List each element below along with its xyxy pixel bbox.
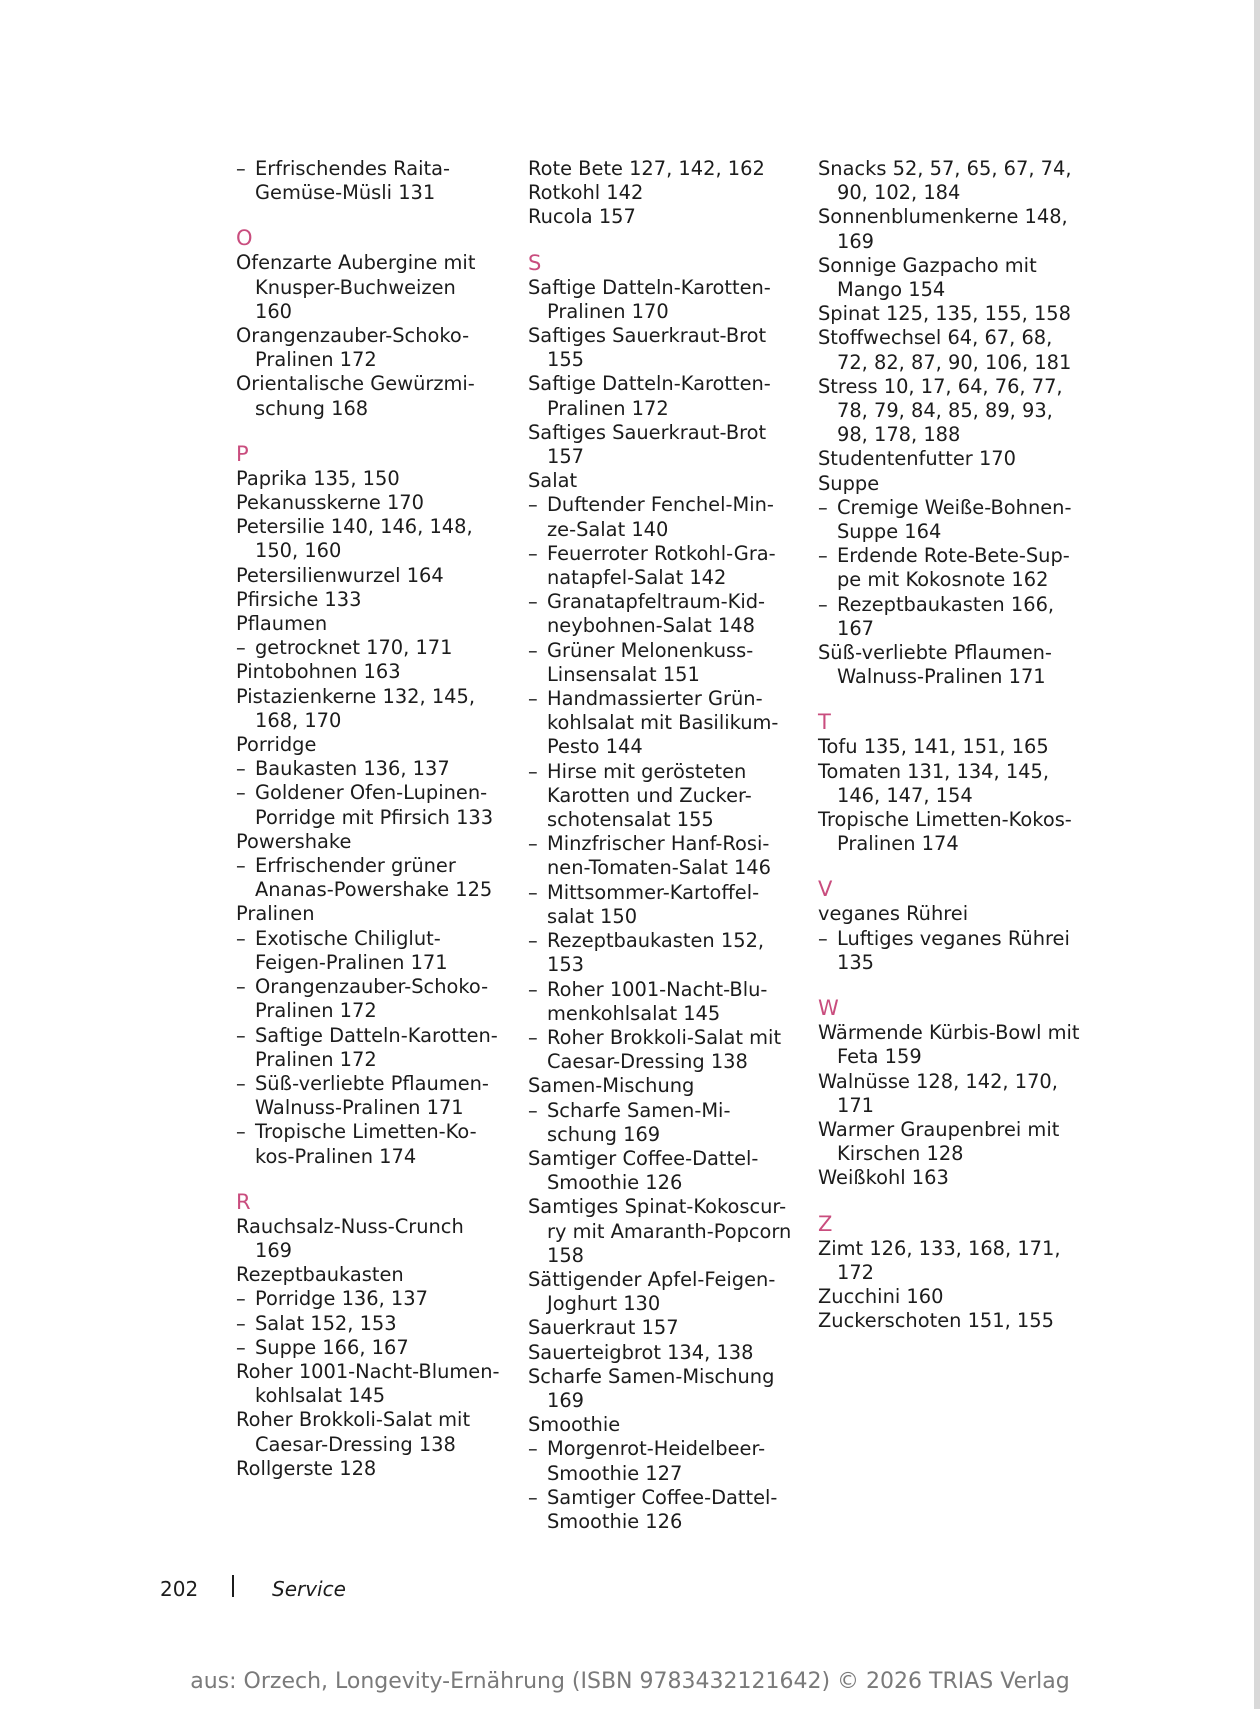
index-subentry	[236, 975, 516, 1023]
entry-line: – Cremige Weiße-Bohnen-	[837, 495, 1072, 519]
entry-line: Kirschen 128	[837, 1142, 964, 1166]
entry-line: Caesar-Dressing 138	[255, 1432, 456, 1456]
index-entry	[236, 902, 516, 926]
entry-line: Porridge mit Pfirsich 133	[255, 805, 494, 829]
entry-line: ze-Salat 140	[547, 517, 669, 541]
entry-line: – Granatapfeltraum-Kid-	[547, 590, 766, 614]
entry-line: Walnüsse 128, 142, 170,	[818, 1069, 1058, 1093]
entry-line: Roher Brokkoli-Salat mit	[236, 1408, 471, 1432]
entry-line: 169	[255, 1238, 293, 1262]
entry-line: Pralinen 174	[837, 832, 959, 856]
entry-line: Samtiges Spinat-Kokoscur-	[528, 1195, 787, 1219]
entry-line: nen-Tomaten-Salat 146	[547, 856, 771, 880]
entry-line: Stress 10, 17, 64, 76, 77,	[818, 374, 1063, 398]
entry-line: Joghurt 130	[547, 1292, 661, 1316]
entry-line: Pralinen	[236, 902, 315, 926]
index-subentry	[528, 978, 808, 1026]
entry-line: – Erdende Rote-Bete-Sup-	[837, 544, 1070, 568]
entry-line: Pekanusskerne 170	[236, 491, 424, 515]
index-entry	[236, 1360, 516, 1408]
entry-line: – Roher Brokkoli-Salat mit	[547, 1025, 782, 1049]
index-subentry	[236, 927, 516, 975]
index-entry	[818, 254, 1098, 302]
entry-line: Pintobohnen 163	[236, 660, 401, 684]
entry-line: Stoffwechsel 64, 67, 68,	[818, 326, 1053, 350]
index-entry	[236, 564, 516, 588]
index-entry	[818, 205, 1098, 253]
entry-line: Pralinen 172	[255, 999, 377, 1023]
index-subentry	[528, 639, 808, 687]
entry-line: – Morgenrot-Heidelbeer-	[547, 1437, 766, 1461]
entry-line: Powershake	[236, 829, 352, 853]
entry-line: – getrocknet 170, 171	[255, 636, 453, 660]
index-subentry	[818, 593, 1098, 641]
index-subentry	[528, 493, 808, 541]
footer-separator	[232, 1575, 234, 1597]
entry-line: Sauerteigbrot 134, 138	[528, 1340, 754, 1364]
index-entry	[818, 808, 1098, 856]
entry-line: – Mittsommer-Kartoffel-	[547, 880, 760, 904]
index-entry	[818, 1118, 1098, 1166]
entry-line: Samen-Mischung	[528, 1074, 695, 1098]
index-subentry	[528, 832, 808, 880]
entry-line: Karotten und Zucker-	[547, 783, 752, 807]
entry-line: Walnuss-Pralinen 171	[837, 665, 1046, 689]
entry-line: 158	[547, 1243, 585, 1267]
index-subentry	[236, 157, 516, 205]
entry-line: 78, 79, 84, 85, 89, 93,	[837, 399, 1053, 423]
entry-line: Saftige Datteln-Karotten-	[528, 275, 771, 299]
index-entry	[528, 1341, 808, 1365]
entry-line: 155	[547, 348, 585, 372]
entry-line: – Rezeptbaukasten 152,	[547, 929, 765, 953]
entry-line: – Rezeptbaukasten 166,	[837, 592, 1055, 616]
entry-line: – Duftender Fenchel-Min-	[547, 493, 774, 517]
index-entry	[236, 588, 516, 612]
index-entry	[818, 1309, 1098, 1333]
entry-line: Saftige Datteln-Karotten-	[528, 372, 771, 396]
entry-line: Smoothie 126	[547, 1171, 683, 1195]
entry-line: – Baukasten 136, 137	[255, 757, 450, 781]
entry-line: Paprika 135, 150	[236, 466, 400, 490]
index-entry	[236, 1263, 516, 1287]
entry-line: Feigen-Pralinen 171	[255, 950, 448, 974]
entry-line: Pralinen 172	[547, 396, 669, 420]
entry-line: Sauerkraut 157	[528, 1316, 679, 1340]
index-column-1	[236, 157, 516, 1481]
index-subentry	[236, 854, 516, 902]
index-subentry	[528, 881, 808, 929]
index-entry	[818, 1237, 1098, 1285]
index-entry	[818, 472, 1098, 496]
letter-heading: T	[818, 710, 831, 735]
entry-line: Rollgerste 128	[236, 1456, 377, 1480]
index-column-2	[528, 157, 808, 1534]
index-entry	[236, 467, 516, 491]
entry-line: 167	[837, 616, 875, 640]
index-entry	[236, 491, 516, 515]
entry-line: – Feuerroter Rotkohl-Gra-	[547, 541, 776, 565]
index-entry	[236, 830, 516, 854]
entry-line: menkohlsalat 145	[547, 1001, 721, 1025]
letter-heading: P	[236, 441, 249, 466]
page-edge	[1254, 0, 1260, 1709]
index-entry	[528, 421, 808, 469]
entry-line: Tofu 135, 141, 151, 165	[818, 735, 1049, 759]
entry-line: Snacks 52, 57, 65, 67, 74,	[818, 157, 1072, 180]
entry-line: 153	[547, 953, 585, 977]
entry-line: Süß-verliebte Pflaumen-	[818, 641, 1052, 665]
index-entry	[528, 324, 808, 372]
index-subentry	[528, 1486, 808, 1534]
entry-line: – Erfrischendes Raita-	[255, 157, 450, 180]
index-subentry	[818, 544, 1098, 592]
index-entry	[818, 302, 1098, 326]
entry-line: Studentenfutter 170	[818, 447, 1016, 471]
entry-line: – Süß-verliebte Pflaumen-	[255, 1071, 489, 1095]
entry-line: veganes Rührei	[818, 902, 969, 926]
index-entry	[818, 735, 1098, 759]
index-subentry	[528, 1437, 808, 1485]
letter-heading: R	[236, 1189, 251, 1214]
index-entry	[236, 372, 516, 420]
entry-line: Smoothie	[528, 1413, 621, 1437]
index-subentry	[528, 687, 808, 760]
entry-line: Pfirsiche 133	[236, 587, 362, 611]
entry-line: Rotkohl 142	[528, 181, 644, 205]
index-column-3	[818, 157, 1098, 1333]
entry-line: – Grüner Melonenkuss-	[547, 638, 754, 662]
letter-heading: Z	[818, 1211, 833, 1236]
entry-line: – Salat 152, 153	[255, 1311, 397, 1335]
index-subentry	[818, 927, 1098, 975]
entry-line: Ofenzarte Aubergine mit	[236, 251, 476, 275]
index-subentry	[236, 1120, 516, 1168]
index-entry	[236, 685, 516, 733]
entry-line: Spinat 125, 135, 155, 158	[818, 302, 1071, 326]
entry-line: schotensalat 155	[547, 808, 714, 832]
entry-line: Saftiges Sauerkraut-Brot	[528, 420, 767, 444]
entry-line: Ananas-Powershake 125	[255, 878, 493, 902]
letter-heading: V	[818, 877, 833, 902]
entry-line: – Orangenzauber-Schoko-	[255, 975, 489, 999]
entry-line: Tropische Limetten-Kokos-	[818, 808, 1072, 832]
index-entry	[818, 1021, 1098, 1069]
index-subentry	[236, 1024, 516, 1072]
entry-line: 72, 82, 87, 90, 106, 181	[837, 350, 1072, 374]
entry-line: – Hirse mit gerösteten	[547, 759, 747, 783]
entry-line: schung 169	[547, 1122, 661, 1146]
index-subentry	[528, 929, 808, 977]
index-entry	[528, 1195, 808, 1268]
index-entry	[528, 1074, 808, 1098]
entry-line: Roher 1001-Nacht-Blumen-	[236, 1359, 500, 1383]
entry-line: Rote Bete 127, 142, 162	[528, 157, 765, 180]
entry-line: 150, 160	[255, 539, 342, 563]
entry-line: – Roher 1001-Nacht-Blu-	[547, 977, 768, 1001]
entry-line: natapfel-Salat 142	[547, 566, 727, 590]
entry-line: – Suppe 166, 167	[255, 1335, 409, 1359]
index-entry	[236, 612, 516, 636]
entry-line: – Scharfe Samen-Mi-	[547, 1098, 731, 1122]
entry-line: Caesar-Dressing 138	[547, 1050, 748, 1074]
entry-line: 146, 147, 154	[837, 783, 973, 807]
entry-line: Orientalische Gewürzmi-	[236, 372, 475, 396]
entry-line: 157	[547, 445, 585, 469]
entry-line: Scharfe Samen-Mischung	[528, 1364, 775, 1388]
entry-line: – Porridge 136, 137	[255, 1287, 428, 1311]
entry-line: Pralinen 172	[255, 348, 377, 372]
entry-line: Smoothie 126	[547, 1509, 683, 1533]
entry-line: Pesto 144	[547, 735, 643, 759]
index-entry	[236, 733, 516, 757]
index-subentry	[528, 760, 808, 833]
entry-line: 98, 178, 188	[837, 423, 961, 447]
entry-line: salat 150	[547, 904, 638, 928]
entry-line: Samtiger Coffee-Dattel-	[528, 1146, 759, 1170]
entry-line: Sättigender Apfel-Feigen-	[528, 1267, 776, 1291]
entry-line: – Erfrischender grüner	[255, 854, 456, 878]
entry-line: kohlsalat mit Basilikum-	[547, 711, 779, 735]
index-entry	[528, 1268, 808, 1316]
entry-line: – Goldener Ofen-Lupinen-	[255, 781, 488, 805]
index-subentry	[528, 1099, 808, 1147]
index-entry	[818, 157, 1098, 205]
entry-line: Pflaumen	[236, 612, 328, 636]
entry-line: ry mit Amaranth-Popcorn	[547, 1219, 792, 1243]
entry-line: Gemüse-Müsli 131	[255, 181, 436, 205]
index-subentry	[528, 590, 808, 638]
entry-line: – Saftige Datteln-Karotten-	[255, 1023, 498, 1047]
index-entry	[528, 1365, 808, 1413]
entry-line: Sonnige Gazpacho mit	[818, 253, 1037, 277]
index-entry	[818, 1285, 1098, 1309]
index-subentry	[818, 496, 1098, 544]
entry-line: 168, 170	[255, 708, 342, 732]
index-entry	[818, 375, 1098, 448]
entry-line: Mango 154	[837, 278, 946, 302]
entry-line: Rauchsalz-Nuss-Crunch	[236, 1214, 464, 1238]
index-entry	[528, 469, 808, 493]
entry-line: Orangenzauber-Schoko-	[236, 324, 470, 348]
section-title: Service	[272, 1577, 346, 1601]
entry-line: Porridge	[236, 733, 317, 757]
entry-line: Weißkohl 163	[818, 1166, 949, 1190]
entry-line: kos-Pralinen 174	[255, 1144, 417, 1168]
index-entry	[528, 276, 808, 324]
entry-line: 169	[547, 1388, 585, 1412]
index-subentry	[236, 1336, 516, 1360]
entry-line: schung 168	[255, 396, 369, 420]
entry-line: 90, 102, 184	[837, 181, 961, 205]
entry-line: 169	[837, 229, 875, 253]
entry-line: 171	[837, 1093, 875, 1117]
entry-line: Linsensalat 151	[547, 662, 700, 686]
index-entry	[818, 1166, 1098, 1190]
entry-line: Suppe	[818, 471, 880, 495]
entry-line: Pistazienkerne 132, 145,	[236, 684, 476, 708]
index-subentry	[236, 1287, 516, 1311]
entry-line: Knusper-Buchweizen	[255, 275, 456, 299]
index-entry	[818, 641, 1098, 689]
page-number: 202	[160, 1577, 199, 1601]
entry-line: Salat	[528, 469, 578, 493]
entry-line: Petersilie 140, 146, 148,	[236, 515, 473, 539]
index-entry	[528, 1147, 808, 1195]
index-subentry	[528, 1026, 808, 1074]
index-subentry	[236, 636, 516, 660]
index-entry	[818, 760, 1098, 808]
entry-line: Warmer Graupenbrei mit	[818, 1117, 1060, 1141]
index-entry	[818, 326, 1098, 374]
index-entry	[236, 1408, 516, 1456]
index-subentry	[236, 1312, 516, 1336]
index-subentry	[236, 1072, 516, 1120]
index-subentry	[236, 757, 516, 781]
entry-line: – Minzfrischer Hanf-Rosi-	[547, 832, 770, 856]
letter-heading: W	[818, 996, 839, 1021]
letter-heading: O	[236, 226, 253, 251]
index-entry	[236, 660, 516, 684]
entry-line: kohlsalat 145	[255, 1384, 386, 1408]
index-entry	[528, 1413, 808, 1437]
entry-line: – Luftiges veganes Rührei	[837, 926, 1070, 950]
entry-line: – Tropische Limetten-Ko-	[255, 1120, 477, 1144]
index-entry	[528, 181, 808, 205]
entry-line: Feta 159	[837, 1045, 922, 1069]
entry-line: – Samtiger Coffee-Dattel-	[547, 1485, 778, 1509]
index-entry	[818, 1070, 1098, 1118]
index-entry	[818, 447, 1098, 471]
entry-line: Wärmende Kürbis-Bowl mit	[818, 1021, 1080, 1045]
index-entry	[236, 251, 516, 324]
letter-heading: S	[528, 250, 542, 275]
index-entry	[528, 157, 808, 181]
entry-line: Zucchini 160	[818, 1284, 944, 1308]
entry-line: Petersilienwurzel 164	[236, 563, 444, 587]
entry-line: – Exotische Chiliglut-	[255, 926, 441, 950]
entry-line: Rucola 157	[528, 205, 636, 229]
entry-line: pe mit Kokosnote 162	[837, 568, 1049, 592]
entry-line: Pralinen 172	[255, 1047, 377, 1071]
entry-line: Saftiges Sauerkraut-Brot	[528, 324, 767, 348]
index-entry	[236, 1457, 516, 1481]
entry-line: 172	[837, 1260, 875, 1284]
index-entry	[528, 205, 808, 229]
entry-line: 135	[837, 950, 875, 974]
entry-line: Smoothie 127	[547, 1461, 683, 1485]
index-entry	[236, 515, 516, 563]
entry-line: Sonnenblumenkerne 148,	[818, 205, 1068, 229]
index-subentry	[236, 781, 516, 829]
index-entry	[528, 1316, 808, 1340]
entry-line: 160	[255, 299, 293, 323]
entry-line: Zuckerschoten 151, 155	[818, 1309, 1054, 1333]
index-entry	[236, 1215, 516, 1263]
source-credit: aus: Orzech, Longevity-Ernährung (ISBN 9783432121642) © 2026 TRIAS Verlag	[190, 1669, 1070, 1694]
entry-line: neybohnen-Salat 148	[547, 614, 755, 638]
entry-line: Suppe 164	[837, 520, 942, 544]
index-subentry	[528, 542, 808, 590]
index-entry	[236, 324, 516, 372]
entry-line: Walnuss-Pralinen 171	[255, 1096, 464, 1120]
entry-line: Pralinen 170	[547, 299, 669, 323]
index-entry	[528, 372, 808, 420]
entry-line: Rezeptbaukasten	[236, 1263, 404, 1287]
entry-line: – Handmassierter Grün-	[547, 687, 763, 711]
entry-line: Zimt 126, 133, 168, 171,	[818, 1236, 1061, 1260]
index-entry	[818, 902, 1098, 926]
entry-line: Tomaten 131, 134, 145,	[818, 759, 1050, 783]
